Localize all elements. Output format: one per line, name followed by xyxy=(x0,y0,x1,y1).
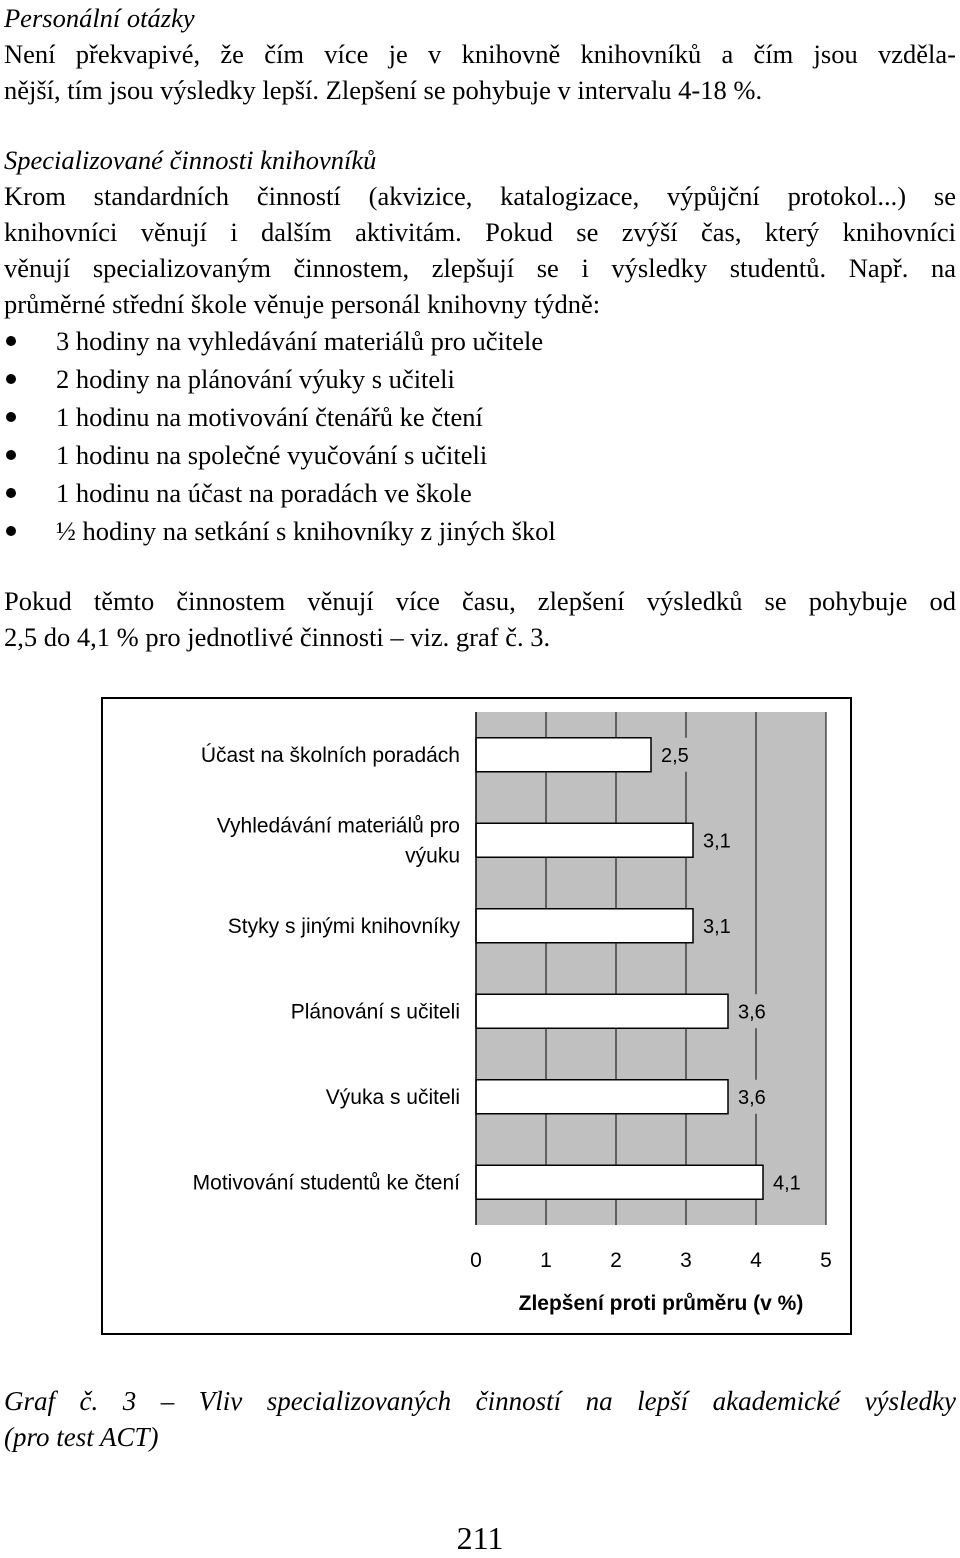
bar xyxy=(476,1080,728,1114)
paragraph-line: věnují specializovaným činnostem, zlepšují se i výsledky studentů. Např. na xyxy=(4,253,956,283)
paragraph-line: knihovníci věnují i dalším aktivitám. Pokud se zvýší čas, který knihovníci xyxy=(4,217,956,247)
data-label: 3,6 xyxy=(738,1086,766,1109)
x-tick-label: 2 xyxy=(610,1249,622,1272)
list-item-text: 1 hodinu na společné vyučování s učiteli xyxy=(56,440,488,470)
list-item-text: 2 hodiny na plánování výuky s učiteli xyxy=(56,364,455,394)
category-label: Styky s jinými knihovníky xyxy=(227,914,460,938)
figure-caption: (pro test ACT) xyxy=(4,1422,159,1452)
bar xyxy=(476,1165,763,1199)
bar xyxy=(476,909,693,943)
category-label: Vyhledávání materiálů pro xyxy=(216,814,460,838)
category-label: Plánování s učiteli xyxy=(290,1000,460,1024)
x-tick-label: 0 xyxy=(470,1249,482,1272)
x-tick-label: 3 xyxy=(680,1249,692,1272)
paragraph-line: průměrné střední škole věnuje personál knihovny týdně: xyxy=(4,289,601,319)
bar-chart xyxy=(103,699,850,1333)
list-item-text: 1 hodinu na motivování čtenářů ke čtení xyxy=(56,402,483,432)
data-label: 2,5 xyxy=(661,744,689,767)
data-label: 3,6 xyxy=(738,1001,766,1024)
section-heading-specialized: Specializované činnosti knihovníků xyxy=(4,145,377,175)
bullet-icon xyxy=(6,526,16,536)
section-heading-personal: Personální otázky xyxy=(4,3,195,33)
category-label: Účast na školních poradách xyxy=(200,743,460,767)
plot-area xyxy=(476,712,826,1225)
paragraph-line: 2,5 do 4,1 % pro jednotlivé činnosti – viz. graf č. 3. xyxy=(4,622,551,652)
bullet-icon xyxy=(6,374,16,384)
category-label: Výuka s učiteli xyxy=(325,1085,460,1109)
bar xyxy=(476,738,651,772)
list-item-text: 1 hodinu na účast na poradách ve škole xyxy=(56,478,472,508)
bullet-icon xyxy=(6,336,16,346)
data-label: 4,1 xyxy=(773,1172,801,1195)
paragraph-line: Pokud těmto činnostem věnují více času, zlepšení výsledků se pohybuje od xyxy=(4,586,956,616)
paragraph-line: nější, tím jsou výsledky lepší. Zlepšení se pohybuje v intervalu 4-18 %. xyxy=(4,75,763,105)
data-label: 3,1 xyxy=(703,830,731,853)
chart-frame xyxy=(101,697,852,1335)
category-label: Motivování studentů ke čtení xyxy=(192,1171,460,1195)
list-item-text: 3 hodiny na vyhledávání materiálů pro učitele xyxy=(56,326,544,356)
page-number: 211 xyxy=(456,1520,504,1556)
bullet-icon xyxy=(6,412,16,422)
x-tick-label: 4 xyxy=(750,1249,762,1272)
paragraph-line: Není překvapivé, že čím více je v knihovně knihovníků a čím jsou vzděla- xyxy=(4,39,956,69)
paragraph-line: Krom standardních činností (akvizice, katalogizace, výpůjční protokol...) se xyxy=(4,181,956,211)
category-label: výuku xyxy=(405,844,460,868)
x-axis-title: Zlepšení proti průměru (v %) xyxy=(518,1292,804,1315)
figure-caption: Graf č. 3 – Vliv specializovaných činností na lepší akademické výsledky xyxy=(4,1386,956,1416)
bar xyxy=(476,994,728,1028)
data-label: 3,1 xyxy=(703,915,731,938)
bullet-icon xyxy=(6,450,16,460)
x-tick-label: 1 xyxy=(540,1249,552,1272)
bullet-icon xyxy=(6,488,16,498)
list-item-text: ½ hodiny na setkání s knihovníky z jiných škol xyxy=(56,516,556,546)
bar xyxy=(476,823,693,857)
x-tick-label: 5 xyxy=(820,1249,832,1272)
